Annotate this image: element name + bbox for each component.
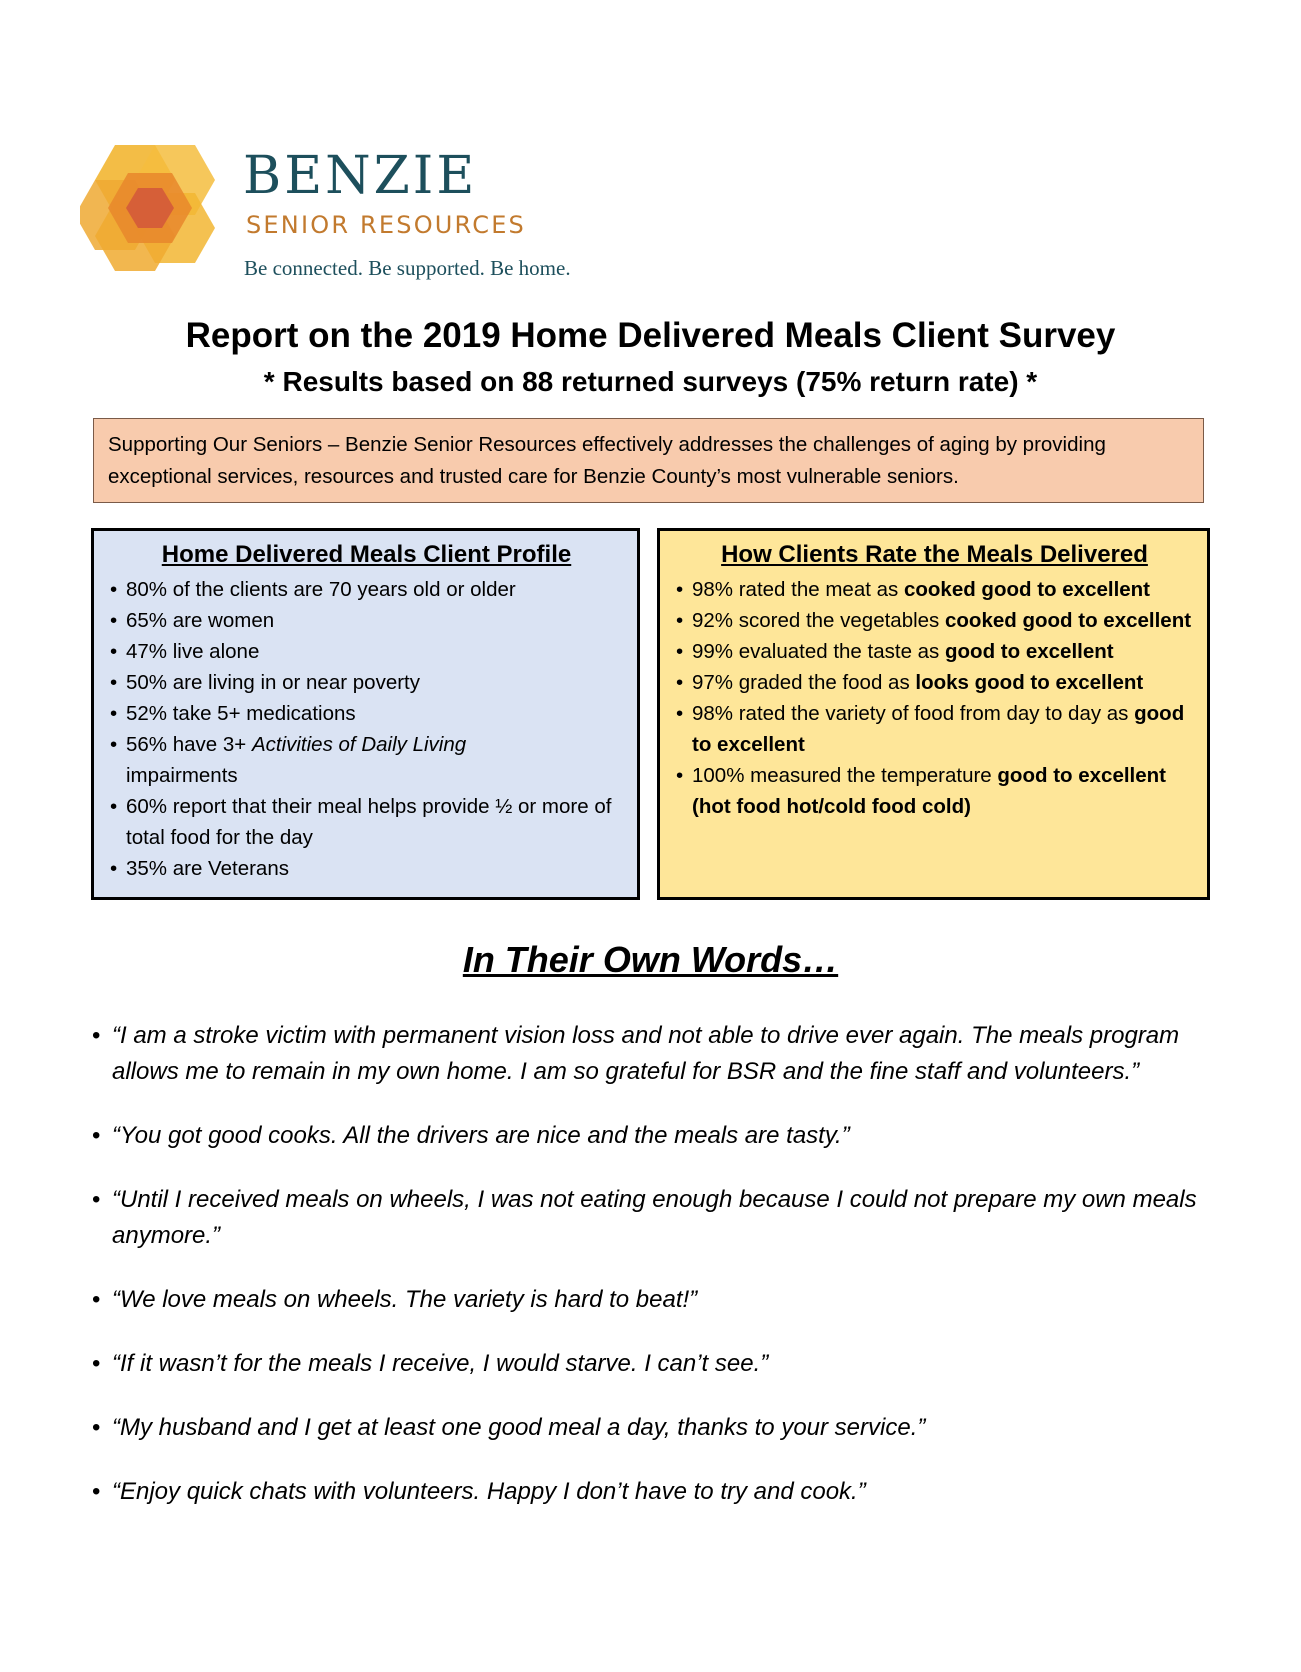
list-item: • 80% of the clients are 70 years old or older: [108, 574, 625, 605]
list-item: • 35% are Veterans: [108, 853, 625, 884]
rating-emphasis: looks good to excellent: [915, 670, 1144, 694]
logo-subtitle: SENIOR RESOURCES: [246, 211, 526, 239]
list-item: [108, 729, 625, 791]
rating-emphasis: good to excellent: [692, 701, 1185, 756]
testimonial-quote: • “I am a stroke victim with permanent vision loss and not able to drive ever again. The meals program allows me to remain in my own home. I am so grateful for BSR and the fine staff and volunteers.”: [92, 1018, 1222, 1090]
adl-term: Activities of Daily Living: [251, 732, 467, 756]
testimonials-list: [92, 1018, 1222, 1538]
rating-text: 100% measured the temperature: [692, 763, 998, 787]
testimonials-heading: In Their Own Words…: [462, 939, 839, 980]
testimonial-quote: • “Until I received meals on wheels, I was not eating enough because I could not prepare my own meals anymore.”: [92, 1182, 1222, 1254]
list-item: [674, 605, 1195, 636]
rating-text: 92% scored the vegetables: [692, 608, 945, 632]
client-profile-heading: Home Delivered Meals Client Profile: [161, 541, 572, 568]
list-item: [674, 667, 1195, 698]
adl-prefix: 56% have 3+: [126, 732, 252, 756]
list-item: • 60% report that their meal helps provide ½ or more of total food for the day: [108, 791, 625, 853]
rating-text: 97% graded the food as: [692, 670, 916, 694]
rating-emphasis: good to excellent: [945, 639, 1114, 663]
list-item: [674, 760, 1195, 822]
meal-ratings-heading: How Clients Rate the Meals Delivered: [721, 541, 1148, 568]
testimonial-quote: • “If it wasn’t for the meals I receive, I would starve. I can’t see.”: [92, 1346, 1222, 1382]
testimonial-quote: • “My husband and I get at least one good meal a day, thanks to your service.”: [92, 1410, 1222, 1446]
adl-suffix: impairments: [126, 763, 238, 787]
list-item: [674, 636, 1195, 667]
meal-ratings-box: [657, 528, 1210, 900]
report-subtitle: * Results based on 88 returned surveys (75% return rate) *: [263, 366, 1038, 397]
rating-emphasis: good to excellent (hot food hot/cold food cold): [692, 763, 1166, 818]
meal-ratings-list: [674, 574, 1195, 822]
hexagon-logo-icon: [80, 143, 220, 273]
client-profile-box: [91, 528, 640, 900]
list-item: • 50% are living in or near poverty: [108, 667, 625, 698]
list-item: [674, 574, 1195, 605]
logo-tagline: Be connected. Be supported. Be home.: [244, 256, 571, 280]
testimonial-quote: • “We love meals on wheels. The variety is hard to beat!”: [92, 1282, 1222, 1318]
list-item: • 65% are women: [108, 605, 625, 636]
logo-name: BENZIE: [243, 146, 478, 206]
logo: [80, 128, 640, 298]
mission-statement: Supporting Our Seniors – Benzie Senior Resources effectively addresses the challenges of aging by providing exceptional services, resources and trusted care for Benzie County’s most vulnerable seniors.: [93, 418, 1204, 503]
rating-text: 98% rated the variety of food from day to day as: [692, 701, 1135, 725]
rating-text: 99% evaluated the taste as: [692, 639, 946, 663]
client-profile-list: [108, 574, 625, 884]
rating-emphasis: cooked good to excellent: [903, 577, 1151, 601]
list-item: • 47% live alone: [108, 636, 625, 667]
report-title: Report on the 2019 Home Delivered Meals Client Survey: [185, 316, 1116, 355]
testimonial-quote: • “Enjoy quick chats with volunteers. Happy I don’t have to try and cook.”: [92, 1474, 1222, 1510]
rating-text: 98% rated the meat as: [692, 577, 904, 601]
testimonial-quote: • “You got good cooks. All the drivers are nice and the meals are tasty.”: [92, 1118, 1222, 1154]
list-item: [674, 698, 1195, 760]
rating-emphasis: cooked good to excellent: [945, 608, 1192, 632]
list-item: • 52% take 5+ medications: [108, 698, 625, 729]
